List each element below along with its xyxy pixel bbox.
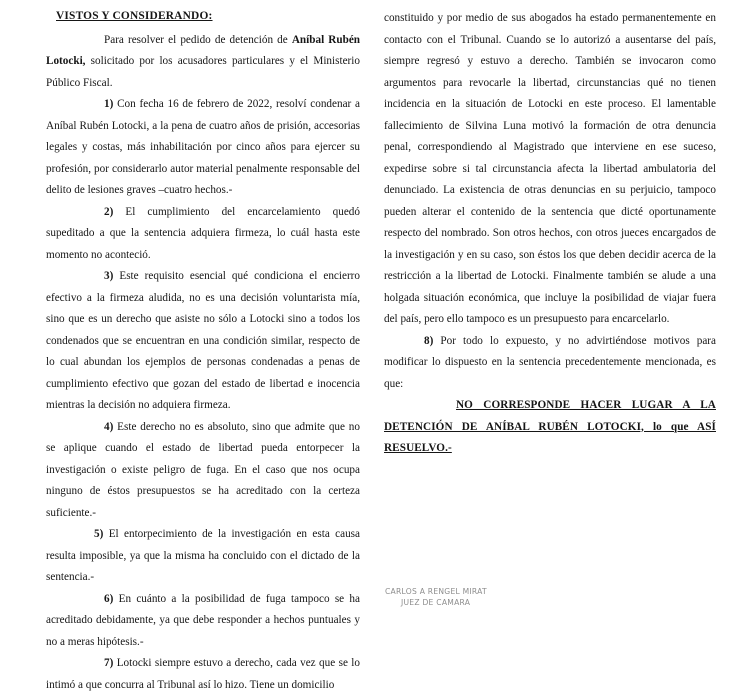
item-text: Este requisito esencial qué condiciona el encierro efectivo a la firmeza aludida, no es una decisión voluntarista mía, sino que es un derecho que asiste no sólo a Lotocki sino a todos los condenados que se encuentran en una condición similar, respecto de lo cual abundan los ejemplos de personas condenadas a penas de cumplimiento efectivo que gozan del estado de libertad e inocencia mientras la decisión no adquiera firmeza. bbox=[46, 270, 360, 412]
considerando-item-2 bbox=[46, 202, 360, 267]
item-text: Este derecho no es absoluto, sino que admite que no se aplique cuando el estado de libertad pueda entorpecer la investigación o existe peligro de fuga. En el caso que nos ocupa ninguno de éstos presupuestos se ha acreditado con la certeza suficiente.- bbox=[46, 420, 360, 519]
considerando-item-6 bbox=[46, 589, 360, 654]
item-number: 2) bbox=[104, 205, 114, 218]
item-text: El entorpecimiento de la investigación en esta causa resulta imposible, ya que la misma ha concluido con el dictado de la sentencia.- bbox=[46, 528, 360, 584]
continuation-paragraph: constituido y por medio de sus abogados ha estado permanentemente en contacto con el Tribunal. Cuando se lo autorizó a ausentarse del país, siempre regresó y estuvo a derecho. También se invocaron como argumentos para revocarle la libertad, circunstancias qué no tienen incidencia en la situación de Lotocki en este proceso. El lamentable fallecimiento de Silvina Luna motivó la formación de otra denuncia penal, correspondiendo al Magistrado que interviene en ese suceso, expedirse sobre si tal circunstancia afecta la libertad ambulatoria del denunciado. La existencia de otras denuncias en su perjuicio, tampoco pueden alterar el contenido de la sentencia que dicté oportunamente respecto del nombrado. Son otros hechos, con otros jueces encargados de la investigación y en su caso, son éstos los que deben decidir acerca de la restricción a la libertad de Lotocki. Finalmente también se alude a una holgada situación económica, que incluye la posibilidad de viajar fuera del país, pero ello tampoco es un presupuesto para encarcelarlo. bbox=[384, 12, 716, 325]
item-number: 6) bbox=[104, 592, 114, 605]
item-text: Lotocki siempre estuvo a derecho, cada vez que se lo intimó a que concurra al Tribunal así lo hizo. Tiene un domicilio bbox=[46, 657, 360, 691]
item-text: Con fecha 16 de febrero de 2022, resolví condenar a Aníbal Rubén Lotocki, a la pena de cuatro años de prisión, accesorias legales y costas, más inhabilitación por cinco años para ejercer su profesión, por considerarlo autor material penalmente responsable del delito de lesiones graves –cuatro hechos.- bbox=[46, 98, 360, 197]
signer-role: JUEZ DE CAMARA bbox=[401, 598, 471, 608]
item-text: El cumplimiento del encarcelamiento quedó supeditado a que la sentencia adquiera firmeza, lo cuál hasta este momento no aconteció. bbox=[46, 205, 360, 261]
item-text: Por todo lo expuesto, y no advirtiéndose motivos para modificar lo dispuesto en la sentencia precedentemente mencionada, es que: bbox=[384, 334, 716, 390]
item-number: 4) bbox=[104, 420, 114, 433]
intro-paragraph bbox=[46, 30, 360, 95]
signer-name: CARLOS A RENGEL MIRAT bbox=[385, 587, 487, 596]
considerando-item-5 bbox=[46, 524, 360, 589]
item-number: 3) bbox=[104, 270, 114, 283]
signature-block bbox=[385, 586, 487, 609]
item-text: En cuánto a la posibilidad de fuga tampoco se ha acreditado debidamente, ya que debe responder a hechos puntuales y no a meras hipótesis.- bbox=[46, 592, 360, 648]
item-number: 7) bbox=[104, 657, 114, 670]
intro-text-before: Para resolver el pedido de detención de bbox=[104, 33, 292, 46]
document-heading: VISTOS Y CONSIDERANDO: bbox=[56, 10, 213, 22]
defendant-name: Aníbal Rubén Lotocki, bbox=[46, 33, 361, 68]
considerando-item-7 bbox=[46, 653, 360, 696]
item-number: 1) bbox=[104, 98, 114, 111]
considerando-item-1 bbox=[46, 94, 360, 202]
item-number: 8) bbox=[424, 334, 434, 347]
left-column bbox=[46, 0, 360, 696]
resolution-statement: NO CORRESPONDE HACER LUGAR A LA DETENCIÓN DE ANÍBAL RUBÉN LOTOCKI, lo que ASÍ RESUELVO.- bbox=[384, 399, 716, 454]
intro-text-after: solicitado por los acusadores particulares y el Ministerio Público Fiscal. bbox=[46, 55, 360, 89]
considerando-item-8 bbox=[384, 331, 716, 396]
considerando-item-3 bbox=[46, 266, 360, 417]
item-number: 5) bbox=[94, 528, 104, 541]
considerando-item-4 bbox=[46, 417, 360, 525]
right-column bbox=[384, 0, 716, 460]
